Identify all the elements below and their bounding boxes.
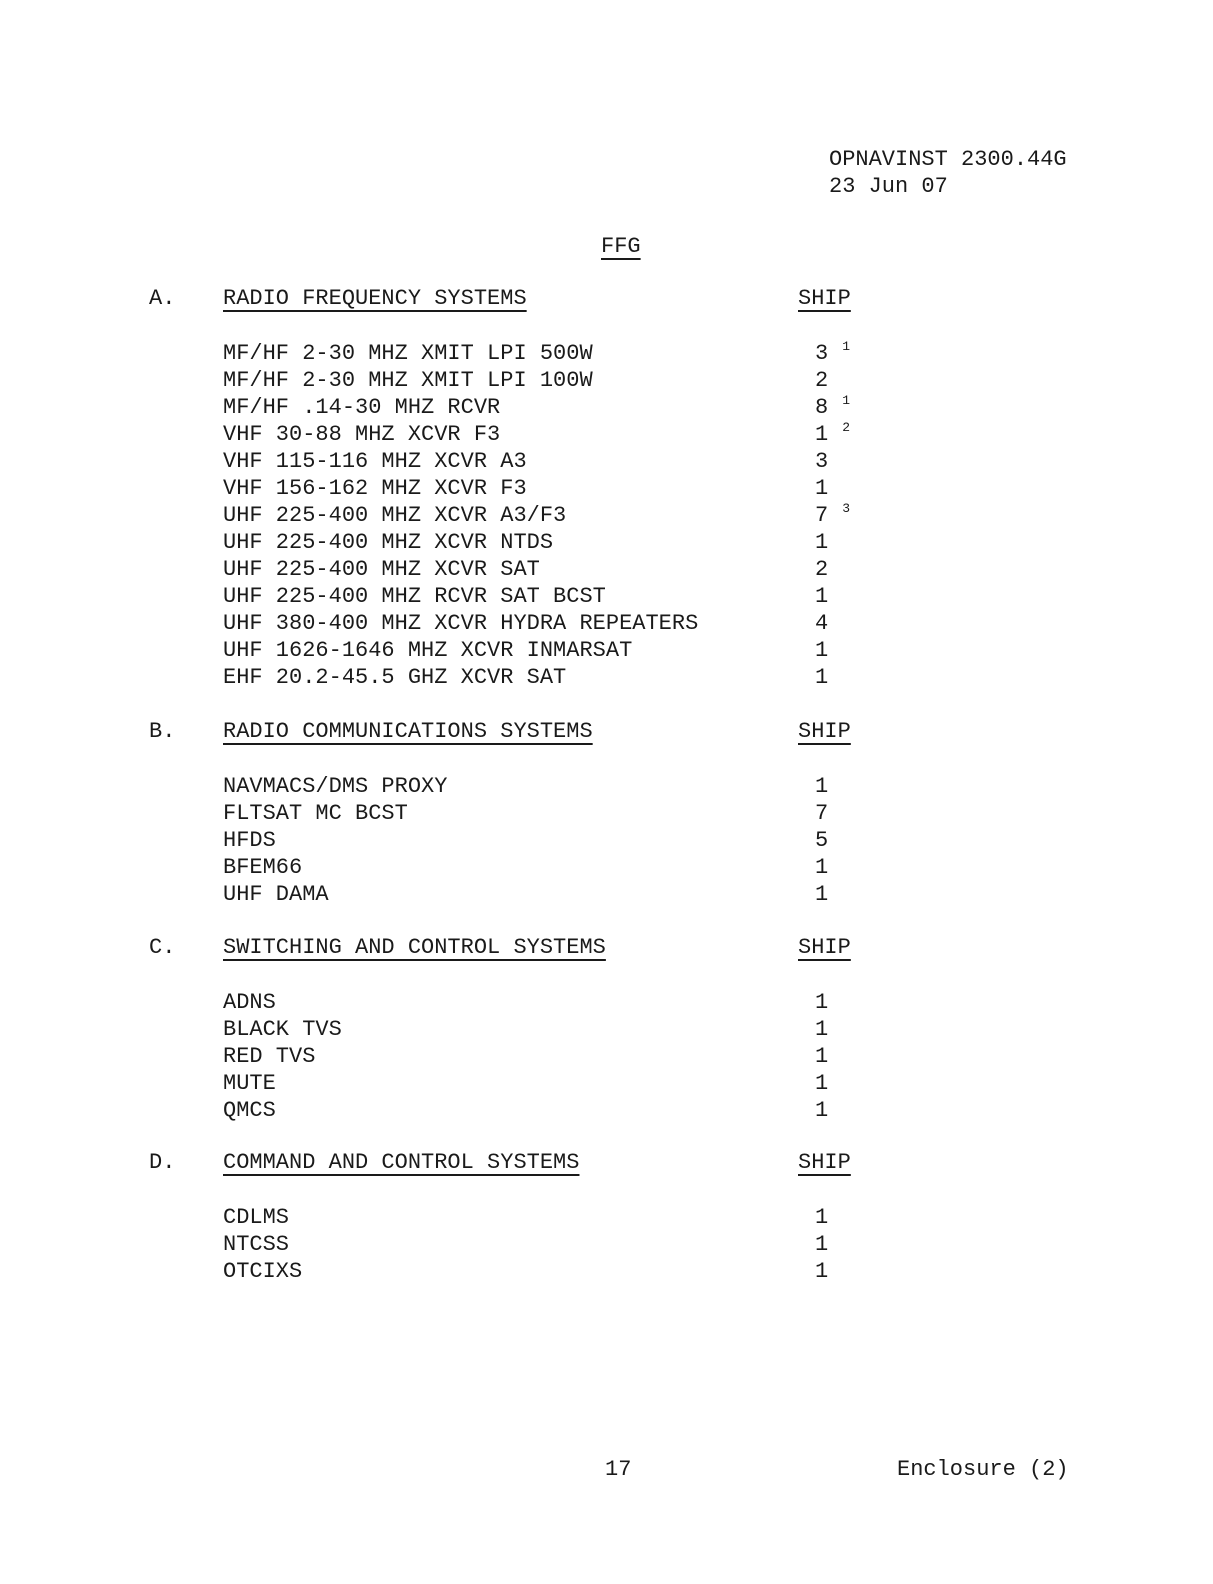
section-letter: D.	[149, 1150, 176, 1175]
item-name: UHF 1626-1646 MHZ XCVR INMARSAT	[223, 638, 633, 663]
item-quantity	[815, 529, 828, 556]
quantity-value: 7	[815, 503, 829, 528]
item-quantity	[815, 827, 828, 854]
item-quantity	[815, 881, 828, 908]
item-name: UHF 225-400 MHZ XCVR A3/F3	[223, 503, 567, 528]
item-quantity	[815, 583, 828, 610]
enclosure-label: Enclosure (2)	[897, 1457, 1069, 1482]
item-name: BFEM66	[223, 855, 303, 880]
quantity-value: 1	[815, 530, 829, 555]
quantity-value: 1	[815, 882, 829, 907]
quantity-value: 1	[815, 1205, 829, 1230]
item-name: MUTE	[223, 1071, 276, 1096]
page-number: 17	[605, 1457, 632, 1482]
item-name: UHF DAMA	[223, 882, 329, 907]
item-name: EHF 20.2-45.5 GHZ XCVR SAT	[223, 665, 567, 690]
quantity-value: 5	[815, 828, 829, 853]
quantity-value: 1	[815, 774, 829, 799]
item-name: UHF 380-400 MHZ XCVR HYDRA REPEATERS	[223, 611, 699, 636]
section-letter: B.	[149, 719, 176, 744]
item-name: VHF 115-116 MHZ XCVR A3	[223, 449, 527, 474]
item-name: RED TVS	[223, 1044, 316, 1069]
item-quantity	[815, 502, 850, 531]
item-quantity	[815, 1231, 828, 1258]
item-name: HFDS	[223, 828, 276, 853]
section-title: RADIO FREQUENCY SYSTEMS	[223, 286, 527, 311]
page-title: FFG	[601, 234, 641, 259]
item-quantity	[815, 664, 828, 691]
footnote-marker: 1	[842, 339, 851, 354]
section-title: RADIO COMMUNICATIONS SYSTEMS	[223, 719, 593, 744]
item-name: MF/HF 2-30 MHZ XMIT LPI 500W	[223, 341, 593, 366]
item-quantity	[815, 1204, 828, 1231]
footnote-marker: 3	[842, 501, 851, 516]
item-quantity	[815, 340, 850, 369]
item-quantity	[815, 367, 828, 394]
quantity-value: 7	[815, 801, 829, 826]
quantity-value: 1	[815, 1044, 829, 1069]
item-quantity	[815, 1016, 828, 1043]
item-name: MF/HF .14-30 MHZ RCVR	[223, 395, 501, 420]
item-name: MF/HF 2-30 MHZ XMIT LPI 100W	[223, 368, 593, 393]
item-name: NTCSS	[223, 1232, 290, 1257]
quantity-value: 1	[815, 1017, 829, 1042]
ship-column-label: SHIP	[798, 1150, 851, 1175]
section-title: COMMAND AND CONTROL SYSTEMS	[223, 1150, 580, 1175]
item-quantity	[815, 421, 850, 450]
quantity-value: 4	[815, 611, 829, 636]
item-quantity	[815, 394, 850, 423]
quantity-value: 1	[815, 422, 829, 447]
ship-column-label: SHIP	[798, 719, 851, 744]
ship-column-label: SHIP	[798, 935, 851, 960]
item-name: FLTSAT MC BCST	[223, 801, 408, 826]
ship-column-label: SHIP	[798, 286, 851, 311]
quantity-value: 1	[815, 990, 829, 1015]
item-quantity	[815, 773, 828, 800]
item-quantity	[815, 989, 828, 1016]
item-name: VHF 30-88 MHZ XCVR F3	[223, 422, 501, 447]
item-quantity	[815, 1070, 828, 1097]
item-name: UHF 225-400 MHZ XCVR NTDS	[223, 530, 554, 555]
item-quantity	[815, 1043, 828, 1070]
quantity-value: 3	[815, 449, 829, 474]
item-quantity	[815, 800, 828, 827]
quantity-value: 1	[815, 1098, 829, 1123]
footnote-marker: 2	[842, 420, 851, 435]
quantity-value: 1	[815, 1259, 829, 1284]
instruction-date: 23 Jun 07	[829, 174, 948, 199]
quantity-value: 2	[815, 557, 829, 582]
quantity-value: 1	[815, 638, 829, 663]
quantity-value: 1	[815, 1232, 829, 1257]
item-quantity	[815, 475, 828, 502]
item-name: UHF 225-400 MHZ RCVR SAT BCST	[223, 584, 606, 609]
quantity-value: 1	[815, 665, 829, 690]
item-name: NAVMACS/DMS PROXY	[223, 774, 448, 799]
item-name: OTCIXS	[223, 1259, 303, 1284]
item-name: QMCS	[223, 1098, 276, 1123]
quantity-value: 3	[815, 341, 829, 366]
item-name: VHF 156-162 MHZ XCVR F3	[223, 476, 527, 501]
section-title: SWITCHING AND CONTROL SYSTEMS	[223, 935, 606, 960]
item-quantity	[815, 1258, 828, 1285]
quantity-value: 8	[815, 395, 829, 420]
item-quantity	[815, 854, 828, 881]
quantity-value: 1	[815, 855, 829, 880]
footnote-marker: 1	[842, 393, 851, 408]
section-letter: A.	[149, 286, 176, 311]
item-name: UHF 225-400 MHZ XCVR SAT	[223, 557, 540, 582]
quantity-value: 1	[815, 1071, 829, 1096]
quantity-value: 2	[815, 368, 829, 393]
item-quantity	[815, 610, 828, 637]
quantity-value: 1	[815, 476, 829, 501]
item-quantity	[815, 556, 828, 583]
item-quantity	[815, 637, 828, 664]
item-name: CDLMS	[223, 1205, 290, 1230]
instruction-number: OPNAVINST 2300.44G	[829, 147, 1067, 172]
item-quantity	[815, 448, 828, 475]
item-name: BLACK TVS	[223, 1017, 342, 1042]
quantity-value: 1	[815, 584, 829, 609]
section-letter: C.	[149, 935, 176, 960]
item-name: ADNS	[223, 990, 276, 1015]
item-quantity	[815, 1097, 828, 1124]
